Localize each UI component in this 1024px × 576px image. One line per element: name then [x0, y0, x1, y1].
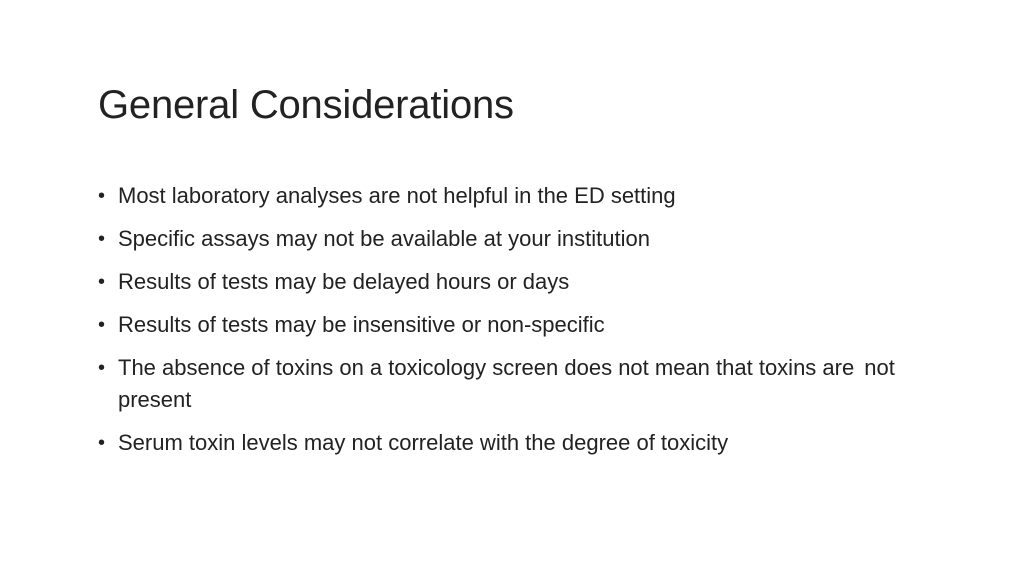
- bullet-marker: •: [98, 185, 106, 207]
- list-item: [96, 180, 936, 212]
- list-item: [96, 309, 936, 341]
- bullet-text: Most laboratory analyses are not helpful in the ED setting: [118, 183, 676, 208]
- bullet-marker: •: [98, 271, 106, 293]
- list-item: [96, 427, 936, 459]
- bullet-text-multiline: [118, 352, 936, 416]
- list-item: [96, 352, 936, 416]
- bullet-text: Serum toxin levels may not correlate with the degree of toxicity: [118, 430, 729, 455]
- bullet-text-part-2: not present: [118, 355, 895, 412]
- bullet-list: [96, 180, 936, 470]
- bullet-text: Results of tests may be insensitive or non-specific: [118, 312, 605, 337]
- bullet-marker: •: [98, 357, 106, 379]
- slide-title: General Considerations: [98, 83, 514, 127]
- bullet-text: Specific assays may not be available at your institution: [118, 226, 650, 251]
- bullet-marker: •: [98, 432, 106, 454]
- list-item: [96, 223, 936, 255]
- bullet-text: Results of tests may be delayed hours or days: [118, 269, 570, 294]
- bullet-marker: •: [98, 314, 106, 336]
- list-item: [96, 266, 936, 298]
- bullet-marker: •: [98, 228, 106, 250]
- bullet-text-part-1: The absence of toxins on a toxicology screen does not mean that toxins are: [118, 355, 855, 380]
